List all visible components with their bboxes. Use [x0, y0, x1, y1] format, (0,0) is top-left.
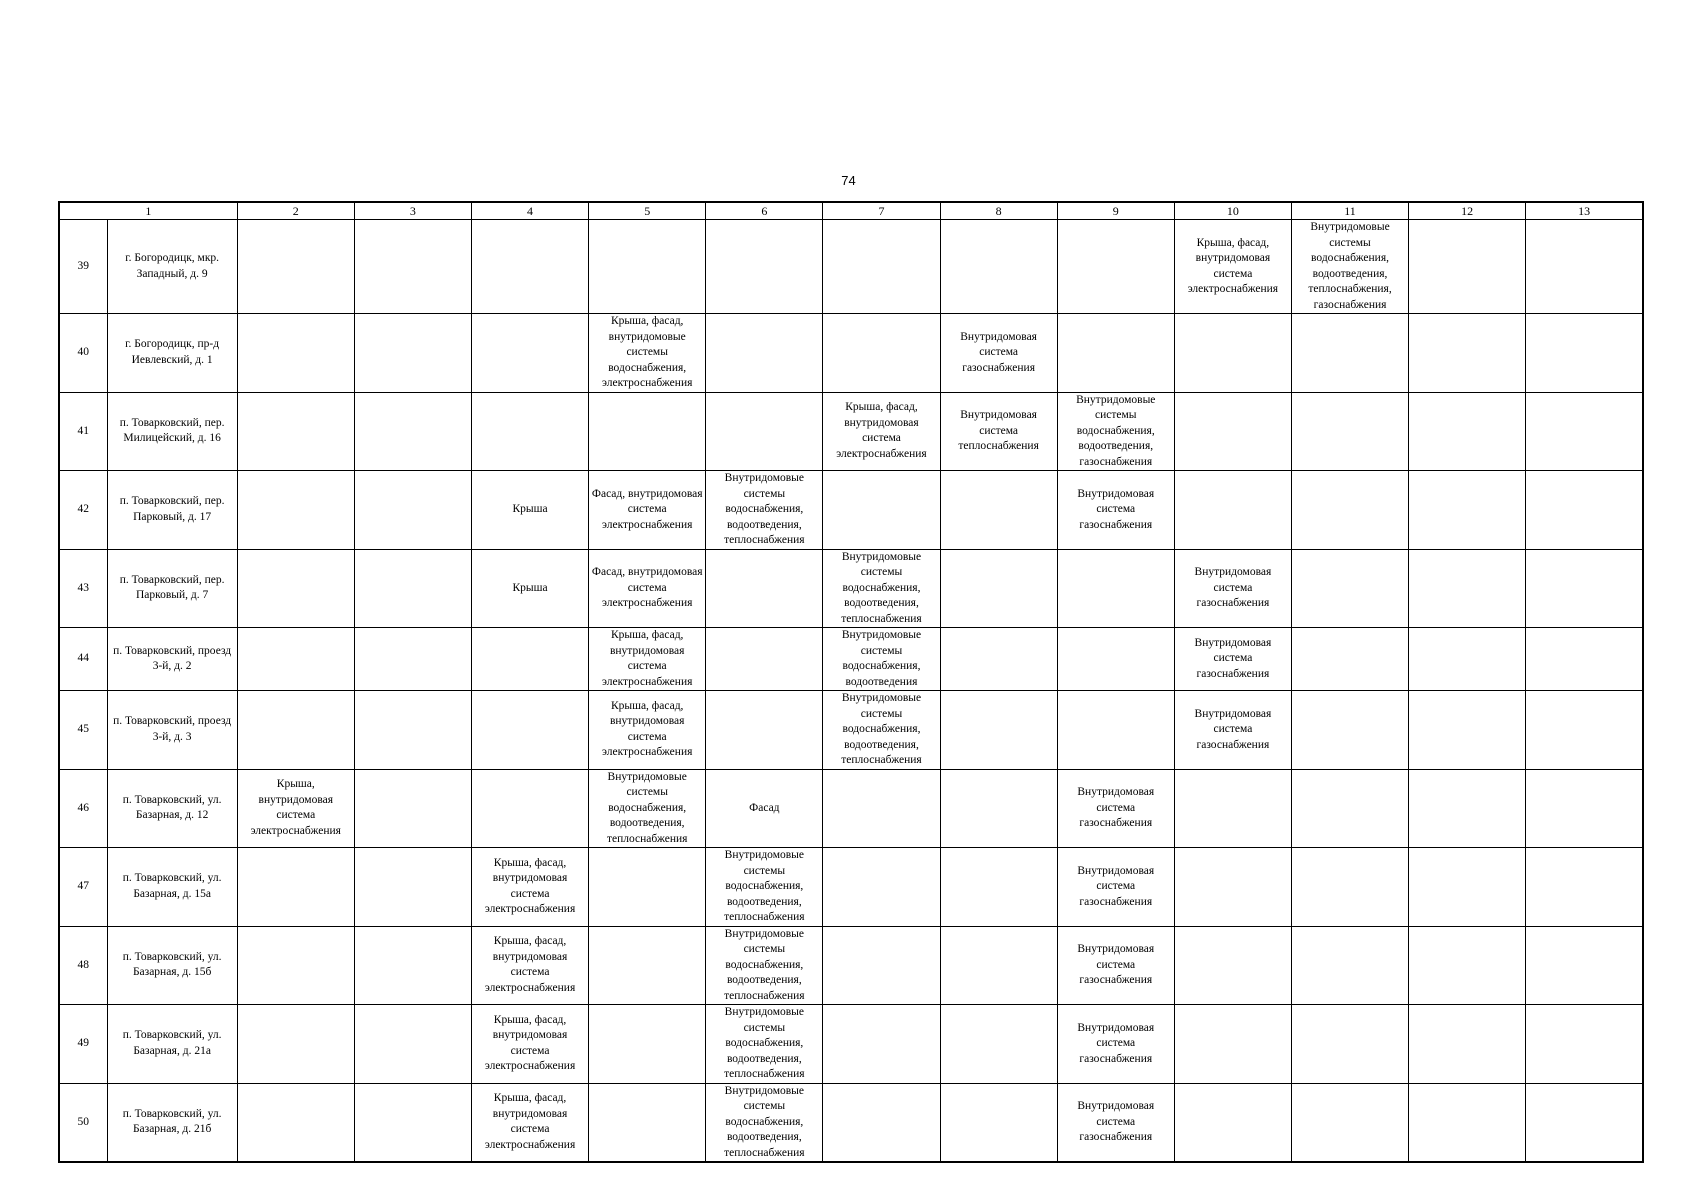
table-row	[59, 471, 1643, 550]
work-cell-col-7	[823, 314, 940, 393]
row-number: 40	[59, 314, 107, 393]
table-row	[59, 926, 1643, 1005]
address-cell: п. Товарковский, пер. Парковый, д. 17	[107, 471, 237, 550]
row-number: 41	[59, 392, 107, 471]
work-cell-col-2	[237, 471, 354, 550]
work-cell-col-11	[1291, 549, 1408, 628]
address-cell: п. Товарковский, ул. Базарная, д. 21а	[107, 1005, 237, 1084]
table-row	[59, 691, 1643, 770]
address-cell: п. Товарковский, пер. Парковый, д. 7	[107, 549, 237, 628]
work-cell-col-8	[940, 926, 1057, 1005]
row-number: 43	[59, 549, 107, 628]
work-cell-col-13	[1526, 926, 1643, 1005]
work-cell-col-7: Внутридомовые системы водоснабжения, водоотведения, теплоснабжения	[823, 549, 940, 628]
work-cell-col-4	[471, 392, 588, 471]
column-header-1: 1	[59, 202, 237, 220]
address-cell: г. Богородицк, пр-д Иевлевский, д. 1	[107, 314, 237, 393]
work-cell-col-6	[706, 691, 823, 770]
work-cell-col-2	[237, 549, 354, 628]
table-row	[59, 549, 1643, 628]
table-row	[59, 314, 1643, 393]
work-cell-col-12	[1409, 769, 1526, 848]
address-cell: п. Товарковский, ул. Базарная, д. 15а	[107, 848, 237, 927]
work-cell-col-10: Внутридомовая система газоснабжения	[1174, 628, 1291, 691]
work-cell-col-9: Внутридомовая система газоснабжения	[1057, 1083, 1174, 1162]
table-row	[59, 1083, 1643, 1162]
work-cell-col-2	[237, 392, 354, 471]
work-cell-col-10	[1174, 392, 1291, 471]
work-cell-col-6: Внутридомовые системы водоснабжения, водоотведения, теплоснабжения	[706, 1005, 823, 1084]
work-cell-col-4: Крыша, фасад, внутридомовая система электроснабжения	[471, 1083, 588, 1162]
work-cell-col-13	[1526, 392, 1643, 471]
work-cell-col-7: Крыша, фасад, внутридомовая система электроснабжения	[823, 392, 940, 471]
work-cell-col-10	[1174, 1005, 1291, 1084]
row-number: 46	[59, 769, 107, 848]
work-cell-col-11	[1291, 314, 1408, 393]
work-cell-col-6: Внутридомовые системы водоснабжения, водоотведения, теплоснабжения	[706, 848, 823, 927]
page-number: 74	[841, 173, 856, 188]
work-cell-col-6	[706, 314, 823, 393]
row-number: 50	[59, 1083, 107, 1162]
work-cell-col-11	[1291, 392, 1408, 471]
work-cell-col-7: Внутридомовые системы водоснабжения, водоотведения	[823, 628, 940, 691]
address-cell: п. Товарковский, проезд 3-й, д. 3	[107, 691, 237, 770]
work-cell-col-7	[823, 471, 940, 550]
work-cell-col-12	[1409, 628, 1526, 691]
work-cell-col-5	[589, 1005, 706, 1084]
work-cell-col-2	[237, 926, 354, 1005]
column-header-7: 7	[823, 202, 940, 220]
work-cell-col-7	[823, 1005, 940, 1084]
work-cell-col-4: Крыша	[471, 471, 588, 550]
work-cell-col-4	[471, 314, 588, 393]
repair-schedule-table	[58, 201, 1644, 1163]
address-cell: г. Богородицк, мкр. Западный, д. 9	[107, 220, 237, 314]
table-row	[59, 392, 1643, 471]
table-row	[59, 769, 1643, 848]
work-cell-col-10: Крыша, фасад, внутридомовая система электроснабжения	[1174, 220, 1291, 314]
work-cell-col-8	[940, 628, 1057, 691]
work-cell-col-13	[1526, 314, 1643, 393]
work-cell-col-9	[1057, 220, 1174, 314]
work-cell-col-13	[1526, 1083, 1643, 1162]
work-cell-col-11: Внутридомовые системы водоснабжения, водоотведения, теплоснабжения, газоснабжения	[1291, 220, 1408, 314]
address-cell: п. Товарковский, ул. Базарная, д. 12	[107, 769, 237, 848]
address-cell: п. Товарковский, ул. Базарная, д. 15б	[107, 926, 237, 1005]
work-cell-col-12	[1409, 1083, 1526, 1162]
work-cell-col-5: Крыша, фасад, внутридомовая система электроснабжения	[589, 628, 706, 691]
work-cell-col-4	[471, 769, 588, 848]
work-cell-col-11	[1291, 926, 1408, 1005]
work-cell-col-3	[354, 220, 471, 314]
column-header-12: 12	[1409, 202, 1526, 220]
work-cell-col-11	[1291, 1083, 1408, 1162]
column-header-3: 3	[354, 202, 471, 220]
table-row	[59, 628, 1643, 691]
column-header-9: 9	[1057, 202, 1174, 220]
work-cell-col-13	[1526, 848, 1643, 927]
work-cell-col-12	[1409, 926, 1526, 1005]
work-cell-col-12	[1409, 220, 1526, 314]
table-row	[59, 848, 1643, 927]
work-cell-col-6: Внутридомовые системы водоснабжения, водоотведения, теплоснабжения	[706, 926, 823, 1005]
work-cell-col-5	[589, 1083, 706, 1162]
work-cell-col-7: Внутридомовые системы водоснабжения, водоотведения, теплоснабжения	[823, 691, 940, 770]
work-cell-col-10: Внутридомовая система газоснабжения	[1174, 691, 1291, 770]
work-cell-col-2	[237, 1083, 354, 1162]
work-cell-col-12	[1409, 471, 1526, 550]
work-cell-col-9: Внутридомовая система газоснабжения	[1057, 471, 1174, 550]
work-cell-col-4: Крыша, фасад, внутридомовая система электроснабжения	[471, 1005, 588, 1084]
work-cell-col-8	[940, 691, 1057, 770]
work-cell-col-3	[354, 314, 471, 393]
row-number: 49	[59, 1005, 107, 1084]
column-header-4: 4	[471, 202, 588, 220]
work-cell-col-9	[1057, 549, 1174, 628]
address-cell: п. Товарковский, пер. Милицейский, д. 16	[107, 392, 237, 471]
work-cell-col-5	[589, 392, 706, 471]
work-cell-col-7	[823, 220, 940, 314]
work-cell-col-4	[471, 220, 588, 314]
work-cell-col-13	[1526, 628, 1643, 691]
row-number: 47	[59, 848, 107, 927]
work-cell-col-8: Внутридомовая система газоснабжения	[940, 314, 1057, 393]
column-header-2: 2	[237, 202, 354, 220]
work-cell-col-10	[1174, 471, 1291, 550]
work-cell-col-13	[1526, 691, 1643, 770]
work-cell-col-5	[589, 848, 706, 927]
row-number: 48	[59, 926, 107, 1005]
column-header-11: 11	[1291, 202, 1408, 220]
work-cell-col-2	[237, 848, 354, 927]
work-cell-col-12	[1409, 549, 1526, 628]
work-cell-col-2: Крыша, внутридомовая система электроснабжения	[237, 769, 354, 848]
work-cell-col-9: Внутридомовая система газоснабжения	[1057, 1005, 1174, 1084]
work-cell-col-10	[1174, 314, 1291, 393]
work-cell-col-11	[1291, 628, 1408, 691]
column-header-6: 6	[706, 202, 823, 220]
work-cell-col-5	[589, 220, 706, 314]
column-header-5: 5	[589, 202, 706, 220]
work-cell-col-12	[1409, 848, 1526, 927]
work-cell-col-7	[823, 926, 940, 1005]
work-cell-col-5: Крыша, фасад, внутридомовая система электроснабжения	[589, 691, 706, 770]
work-cell-col-3	[354, 769, 471, 848]
work-cell-col-8: Внутридомовая система теплоснабжения	[940, 392, 1057, 471]
work-cell-col-5: Крыша, фасад, внутридомовые системы водоснабжения, электроснабжения	[589, 314, 706, 393]
work-cell-col-13	[1526, 220, 1643, 314]
address-cell: п. Товарковский, ул. Базарная, д. 21б	[107, 1083, 237, 1162]
work-cell-col-11	[1291, 1005, 1408, 1084]
work-cell-col-3	[354, 392, 471, 471]
work-cell-col-10	[1174, 1083, 1291, 1162]
work-cell-col-9: Внутридомовые системы водоснабжения, водоотведения, газоснабжения	[1057, 392, 1174, 471]
work-cell-col-11	[1291, 848, 1408, 927]
work-cell-col-10	[1174, 926, 1291, 1005]
row-number: 42	[59, 471, 107, 550]
work-cell-col-6	[706, 220, 823, 314]
address-cell: п. Товарковский, проезд 3-й, д. 2	[107, 628, 237, 691]
work-cell-col-13	[1526, 549, 1643, 628]
work-cell-col-4	[471, 628, 588, 691]
work-cell-col-8	[940, 1083, 1057, 1162]
work-cell-col-11	[1291, 691, 1408, 770]
work-cell-col-5: Внутридомовые системы водоснабжения, водоотведения, теплоснабжения	[589, 769, 706, 848]
work-cell-col-7	[823, 1083, 940, 1162]
column-header-10: 10	[1174, 202, 1291, 220]
work-cell-col-9: Внутридомовая система газоснабжения	[1057, 848, 1174, 927]
work-cell-col-13	[1526, 471, 1643, 550]
work-cell-col-5: Фасад, внутридомовая система электроснабжения	[589, 471, 706, 550]
work-cell-col-8	[940, 1005, 1057, 1084]
work-cell-col-2	[237, 1005, 354, 1084]
work-cell-col-11	[1291, 769, 1408, 848]
work-cell-col-3	[354, 691, 471, 770]
work-cell-col-12	[1409, 392, 1526, 471]
work-cell-col-10	[1174, 848, 1291, 927]
work-cell-col-4: Крыша, фасад, внутридомовая система электроснабжения	[471, 848, 588, 927]
work-cell-col-9: Внутридомовая система газоснабжения	[1057, 926, 1174, 1005]
work-cell-col-9	[1057, 628, 1174, 691]
work-cell-col-2	[237, 314, 354, 393]
work-cell-col-3	[354, 628, 471, 691]
work-cell-col-5	[589, 926, 706, 1005]
work-cell-col-10	[1174, 769, 1291, 848]
work-cell-col-4	[471, 691, 588, 770]
work-cell-col-8	[940, 220, 1057, 314]
column-header-8: 8	[940, 202, 1057, 220]
work-cell-col-6	[706, 392, 823, 471]
work-cell-col-10: Внутридомовая система газоснабжения	[1174, 549, 1291, 628]
work-cell-col-12	[1409, 691, 1526, 770]
work-cell-col-5: Фасад, внутридомовая система электроснабжения	[589, 549, 706, 628]
work-cell-col-12	[1409, 1005, 1526, 1084]
work-cell-col-8	[940, 848, 1057, 927]
work-cell-col-9	[1057, 691, 1174, 770]
work-cell-col-7	[823, 848, 940, 927]
work-cell-col-6: Внутридомовые системы водоснабжения, водоотведения, теплоснабжения	[706, 471, 823, 550]
work-cell-col-3	[354, 471, 471, 550]
row-number: 39	[59, 220, 107, 314]
column-header-13: 13	[1526, 202, 1643, 220]
work-cell-col-13	[1526, 769, 1643, 848]
work-cell-col-7	[823, 769, 940, 848]
work-cell-col-4: Крыша	[471, 549, 588, 628]
work-cell-col-3	[354, 1083, 471, 1162]
work-cell-col-6	[706, 628, 823, 691]
work-cell-col-9: Внутридомовая система газоснабжения	[1057, 769, 1174, 848]
header-row	[59, 202, 1643, 220]
work-cell-col-6: Фасад	[706, 769, 823, 848]
work-cell-col-8	[940, 549, 1057, 628]
work-cell-col-2	[237, 628, 354, 691]
work-cell-col-3	[354, 549, 471, 628]
work-cell-col-6	[706, 549, 823, 628]
work-cell-col-3	[354, 926, 471, 1005]
work-cell-col-6: Внутридомовые системы водоснабжения, водоотведения, теплоснабжения	[706, 1083, 823, 1162]
work-cell-col-8	[940, 769, 1057, 848]
work-cell-col-3	[354, 1005, 471, 1084]
table-row	[59, 220, 1643, 314]
work-cell-col-9	[1057, 314, 1174, 393]
row-number: 44	[59, 628, 107, 691]
row-number: 45	[59, 691, 107, 770]
work-cell-col-4: Крыша, фасад, внутридомовая система электроснабжения	[471, 926, 588, 1005]
table-row	[59, 1005, 1643, 1084]
work-cell-col-11	[1291, 471, 1408, 550]
work-cell-col-3	[354, 848, 471, 927]
work-cell-col-2	[237, 220, 354, 314]
work-cell-col-13	[1526, 1005, 1643, 1084]
work-cell-col-8	[940, 471, 1057, 550]
work-cell-col-12	[1409, 314, 1526, 393]
work-cell-col-2	[237, 691, 354, 770]
